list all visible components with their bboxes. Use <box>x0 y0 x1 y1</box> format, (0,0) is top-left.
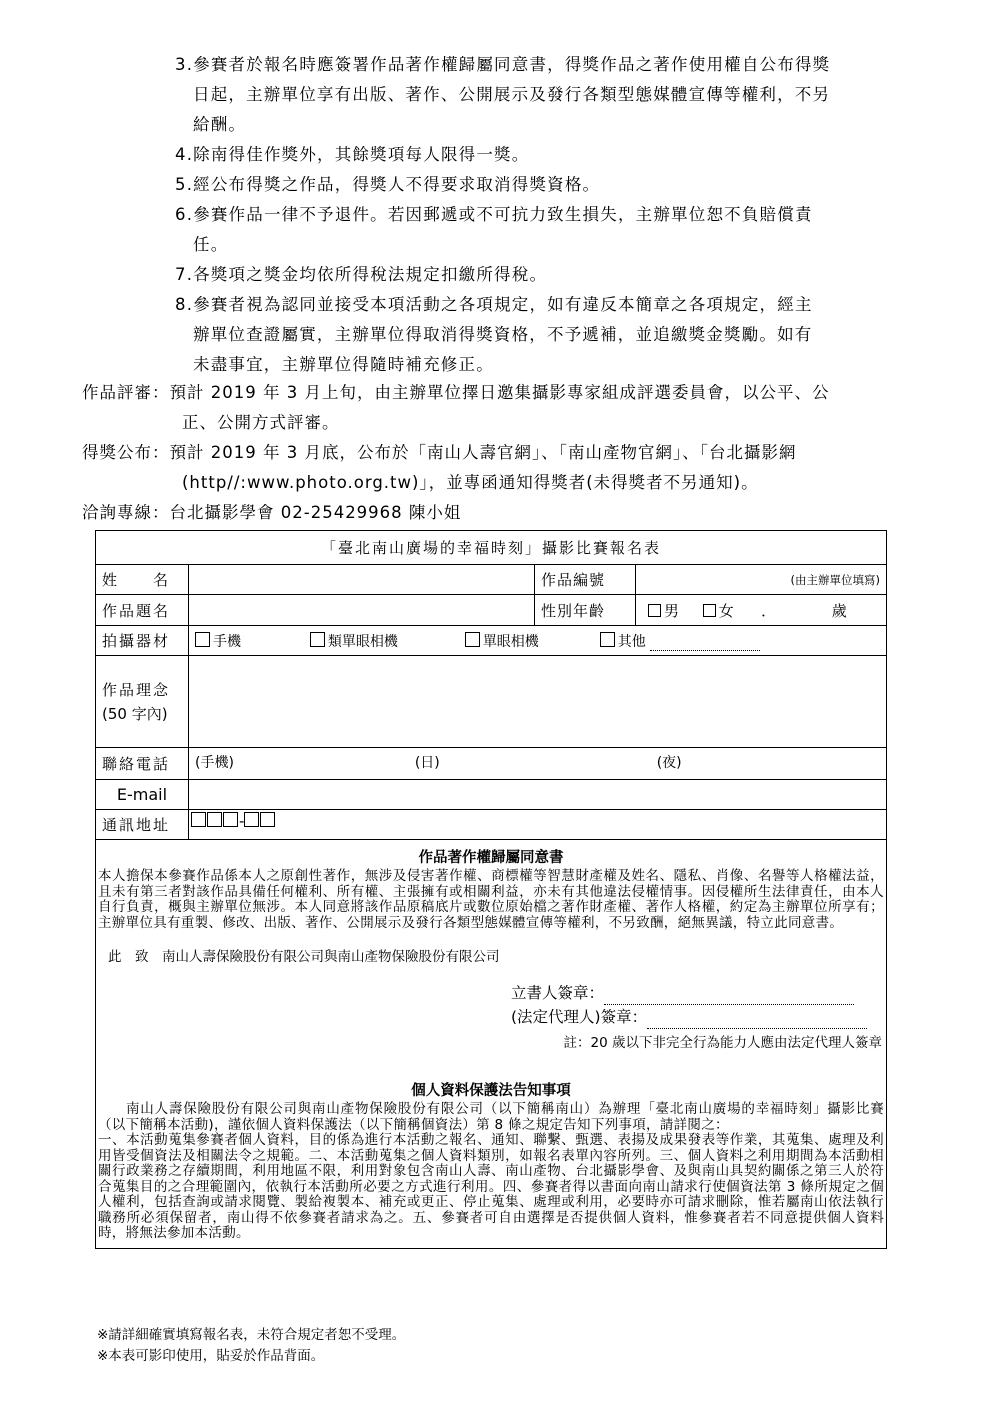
note-1: ※請詳細確實填寫報名表，未符合規定者恕不受理。 <box>97 1327 406 1343</box>
form-title: 「臺北南山廣場的幸福時刻」攝影比賽報名表 <box>96 531 887 565</box>
equipment-label: 拍攝器材 <box>96 626 189 656</box>
concept-label-cell: 作品理念 (50 字內) <box>96 656 189 748</box>
work-title-field[interactable] <box>189 595 535 626</box>
privacy-title: 個人資料保護法告知事項 <box>411 1083 571 1099</box>
rule-8: 8.參賽者視為認同並接受本項活動之各項規定，如有違反本簡章之各項規定，經主 辦單位查證屬實，主辦單位得取消得獎資格，不予遞補，並追繳獎金獎勵。如有 未盡事宜，主辦單位得隨時補充修正。 <box>175 295 813 374</box>
consent-title: 作品著作權歸屬同意書 <box>418 850 564 866</box>
mirrorless-checkbox[interactable] <box>310 632 325 647</box>
address-label: 通訊地址 <box>96 810 189 840</box>
signature-area: 立書人簽章： (法定代理人)簽章： <box>511 981 886 1029</box>
consent-recipient: 此 致 南山人壽保險股份有限公司與南山產物保險股份有限公司 <box>108 949 500 965</box>
work-no-note: (由主辦單位填寫) <box>790 572 880 587</box>
work-no-label: 作品編號 <box>535 565 636 595</box>
zip-box[interactable] <box>223 812 238 827</box>
zip-box[interactable] <box>191 812 206 827</box>
gender-age-field: 男 女 ． 歲 <box>636 595 887 626</box>
registration-form <box>95 530 887 1249</box>
rules-list <box>175 50 915 380</box>
other-input[interactable] <box>650 650 760 651</box>
signature-note: 註：20 歲以下非完全行為能力人應由法定代理人簽章 <box>563 1035 882 1051</box>
email-field[interactable] <box>189 780 887 810</box>
gender-age-label: 性別年齡 <box>535 595 636 626</box>
male-checkbox[interactable] <box>648 604 661 617</box>
equipment-options: 手機 類單眼相機 單眼相機 其他 <box>189 626 887 656</box>
concept-field[interactable] <box>189 656 887 748</box>
footer-notes <box>97 1325 405 1367</box>
email-label: E-mail <box>96 780 189 810</box>
zip-box[interactable] <box>260 812 275 827</box>
consent-and-privacy <box>96 840 887 1249</box>
judging-section: 作品評審：預計 2019 年 3 月上旬，由主辦單位擇日邀集攝影專家組成評選委員會，以公平、公 正、公開方式評審。 <box>82 383 830 432</box>
rule-3: 3.參賽者於報名時應簽署作品著作權歸屬同意書，得獎作品之著作使用權自公布得獎 日起，主辦單位享有出版、著作、公開展示及發行各類型態媒體宣傳等權利，不另 給酬。 <box>175 55 831 134</box>
work-no-field <box>636 565 887 595</box>
privacy-body: 一、本活動蒐集參賽者個人資料，目的係為進行本活動之報名、通知、聯繫、甄選、表揚及成果發表等作業，其蒐集、處理及利用皆受個資法及相關法令之規範。二、本活動蒐集之個人資料類別，如報名表單內容所列。三、個人資料之利用期間為本活動相關行政業務之存續期間，利用地區不限，利用對象包含南山人壽、南山產物、台北攝影學會、及與南山具契約關係之第三人於符合蒐集目的之合理範圍內，依執行本活動所必要之方式進行利用。四、參賽者得以書面向南山請求行使個資法第 3 條所規定之個人權利，包括查詢或請求閱覽、製給複製本、補充或更正、停止蒐集、處理或利用，必要時亦可請求刪除，惟若屬南山依法執行職務所必須保留者，南山得不依參賽者請求為之。五、參賽者可自由選擇是否提供個人資料，惟參賽者若不同意提供個人資料時，將無法參加本活動。 <box>98 1132 884 1241</box>
contact-line: 洽詢專線：台北攝影學會 02-25429968 陳小姐 <box>82 503 462 522</box>
zip-box[interactable] <box>244 812 259 827</box>
note-2: ※本表可影印使用，貼妥於作品背面。 <box>97 1348 325 1364</box>
female-checkbox[interactable] <box>703 604 716 617</box>
address-field[interactable]: - <box>189 810 887 840</box>
name-label: 姓 名 <box>96 565 189 595</box>
phone-label: 聯絡電話 <box>96 748 189 780</box>
privacy-intro: 南山人壽保險股份有限公司與南山產物保險股份有限公司（以下簡稱南山）為辦理「臺北南山廣場的幸福時刻」攝影比賽（以下簡稱本活動)，謹依個人資料保護法（以下簡稱個資法）第 8 條之規定告知下列事項，請詳閱之： <box>98 1101 884 1133</box>
rule-5: 5.經公布得獎之作品，得獎人不得要求取消得獎資格。 <box>175 175 601 194</box>
phone-checkbox[interactable] <box>195 632 210 647</box>
zip-box[interactable] <box>207 812 222 827</box>
rule-6: 6.參賽作品一律不予退件。若因郵遞或不可抗力致生損失，主辦單位恕不負賠償責 任。 <box>175 205 813 254</box>
rule-7: 7.各獎項之獎金均依所得稅法規定扣繳所得稅。 <box>175 265 548 284</box>
rule-4: 4.除南得佳作獎外，其餘獎項每人限得一獎。 <box>175 145 530 164</box>
other-checkbox[interactable] <box>600 632 615 647</box>
work-title-label: 作品題名 <box>96 595 189 626</box>
phone-field[interactable]: (手機) (日) (夜) <box>189 748 887 780</box>
name-field[interactable] <box>189 565 535 595</box>
consent-body: 本人擔保本參賽作品係本人之原創性著作，無涉及侵害著作權、商標權等智慧財產權及姓名、隱私、肖像、名譽等人格權法益，且未有第三者對該作品具備任何權利、所有權、主張擁有或相關利益，亦未有其他違法侵權情事。因侵權所生法律責任，由本人自行負責，概與主辦單位無涉。本人同意將該作品原稿底片或數位原始檔之著作財產權、著作人格權，約定為主辦單位所享有；主辦單位具有重製、修改、出版、著作、公開展示及發行各類型態媒體宣傳等權利，不另致酬，絕無異議，特立此同意書。 <box>98 868 884 931</box>
dslr-checkbox[interactable] <box>465 632 480 647</box>
announce-section: 得獎公布：預計 2019 年 3 月底，公布於「南山人壽官網」、「南山產物官網」、「台北攝影網 (http//:www.photo.org.tw)」，並專函通知得獎者(未得獎者不另通知)。 <box>82 443 797 492</box>
guardian-signature-line[interactable] <box>647 1028 867 1029</box>
